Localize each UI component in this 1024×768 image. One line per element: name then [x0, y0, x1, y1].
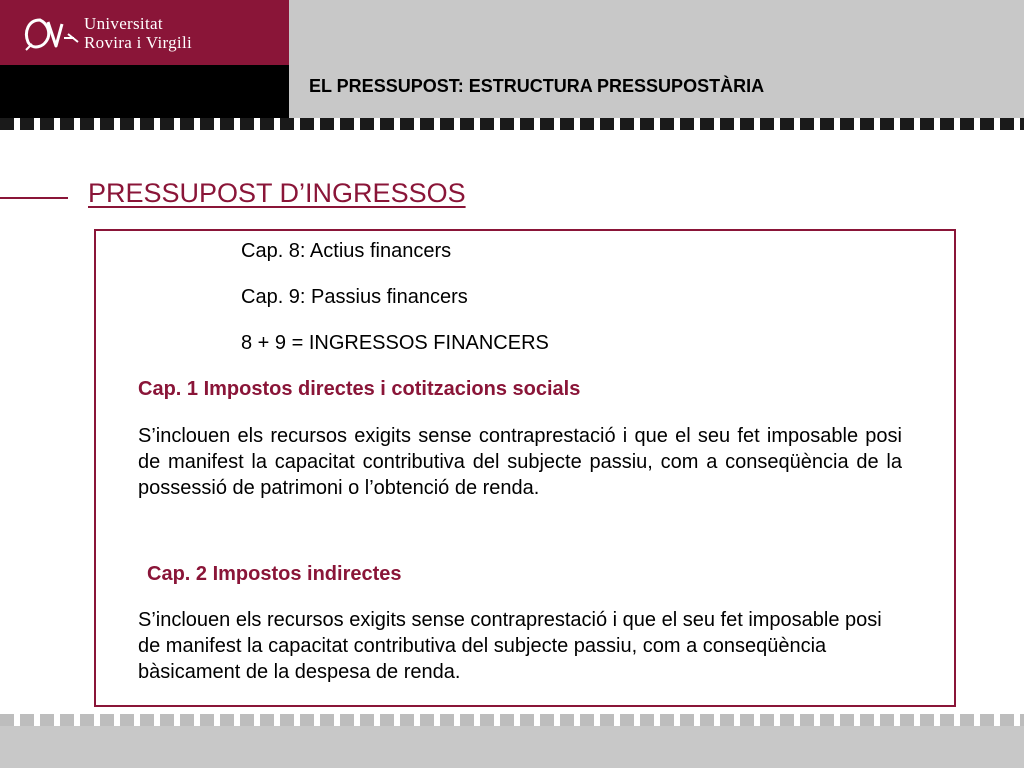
bottom-dash-divider	[0, 714, 1024, 726]
section-rule	[0, 197, 68, 199]
cap1-heading: Cap. 1 Impostos directes i cotitzacions socials	[138, 378, 581, 400]
line-financial-income: 8 + 9 = INGRESSOS FINANCERS	[241, 332, 549, 354]
section-title: PRESSUPOST D’INGRESSOS	[88, 178, 466, 208]
logo-line-2: Rovira i Virgili	[84, 33, 192, 52]
footer-band	[0, 726, 1024, 768]
cap1-paragraph: S’inclouen els recursos exigits sense contraprestació i que el seu fet imposable posi de manifest la capacitat contributiva del subjecte passiu, com a conseqüència de la possessió de patrimoni o l’obtenció de renda.	[138, 425, 902, 499]
page-title: EL PRESSUPOST: ESTRUCTURA PRESSUPOSTÀRIA	[309, 76, 765, 96]
cap2-paragraph: S’inclouen els recursos exigits sense contraprestació i que el seu fet imposable posi de manifest la capacitat contributiva del subjecte passiu, com a conseqüència bàsicament de la despesa de renda.	[138, 609, 882, 683]
urv-logo-icon	[22, 14, 80, 54]
line-cap-9: Cap. 9: Passius financers	[241, 286, 468, 308]
line-cap-8: Cap. 8: Actius financers	[241, 240, 452, 262]
top-dash-divider	[0, 118, 1024, 130]
header-black-block	[0, 65, 289, 118]
logo-line-1: Universitat	[84, 14, 163, 33]
cap2-heading: Cap. 2 Impostos indirectes	[147, 563, 402, 585]
university-logo	[0, 0, 289, 65]
logo-text	[84, 14, 192, 52]
